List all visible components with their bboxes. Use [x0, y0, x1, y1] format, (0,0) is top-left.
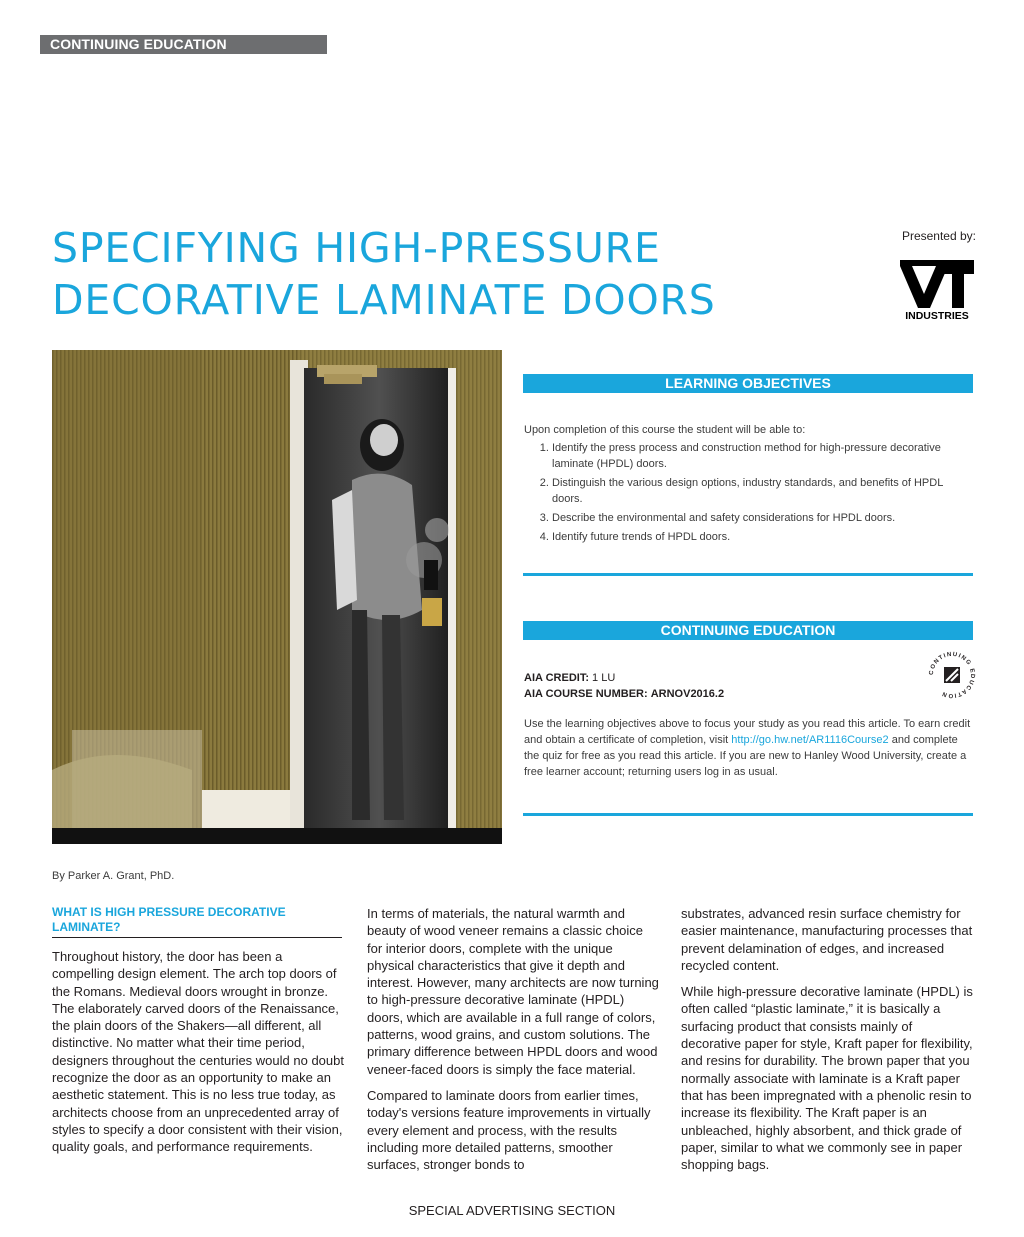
aia-credit: [524, 670, 724, 686]
aia-course-label: AIA COURSE NUMBER:: [524, 688, 648, 700]
footer: SPECIAL ADVERTISING SECTION: [408, 1203, 616, 1218]
objective-item: 4. Identify future trends of HPDL doors.: [552, 529, 974, 545]
aia-credit-value: 1 LU: [592, 672, 616, 684]
article-column-2: [367, 905, 659, 1182]
article-column-3: [681, 905, 973, 1182]
aia-info: [524, 670, 724, 702]
divider: [523, 813, 973, 816]
course-link[interactable]: http://go.hw.net/AR1116Course2: [731, 734, 889, 746]
aia-course-number: [524, 686, 724, 702]
title-line-1: SPECIFYING HIGH-PRESSURE: [52, 224, 661, 272]
paragraph: In terms of materials, the natural warmth and beauty of wood veneer remains a classic choice for interior doors, complete with the unique physical characteristics that give it depth and interest. However, many architects are now turning to high-pressure decorative laminate (HPDL) doors, which are available in a full range of colors, patterns, wood grains, and custom solutions. The primary difference between HPDL doors and wood veneer-faced doors is simply the face material.: [367, 906, 659, 1077]
paragraph: While high-pressure decorative laminate (HPDL) is often called “plastic laminate,” it is basically a surfacing product that consists mainly of decorative paper for style, Kraft paper for flexibility, and resins for durability. The brown paper that you normally associate with laminate is a Kraft paper that has been impregnated with a phenolic resin to increase its flexibility. The Kraft paper is an unbleached, highly absorbent, and thick grade of paper, similar to what we commonly see in paper shopping bags.: [681, 984, 973, 1173]
ce-instructions: [524, 716, 976, 780]
ce-text-after: and complete the quiz for free as you read this article. If you are new to Hanley Wood University, create a free learner account; returning users log in as usual.: [524, 734, 967, 778]
objective-item: 2. Distinguish the various design options, industry standards, and benefits of HPDL doors.: [552, 475, 974, 507]
continuing-education-seal: [927, 650, 977, 700]
paragraph: Throughout history, the door has been a compelling design element. The arch top doors of the Romans. Medieval doors wrought in bronze. The elaborately carved doors of the Renaissance, the plain doors of the Shakers—all different, all distinctive. No matter what their time period, designers throughout the centuries would no doubt recognize the door as an opportunity to make an aesthetic statement. This is no less true today, as architects choose from an unprecedented array of styles to specify a door consistent with their vision, quality goals, and performance requirements.: [52, 949, 344, 1155]
aia-course-value: ARNOV2016.2: [650, 688, 725, 700]
objectives-list: [524, 440, 974, 545]
continuing-education-header: CONTINUING EDUCATION: [523, 621, 973, 640]
paragraph: substrates, advanced resin surface chemistry for easier maintenance, manufacturing processes that prevent delamination of edges, and increased recycled content.: [681, 906, 973, 973]
page-title: [52, 222, 852, 326]
divider: [523, 573, 973, 576]
article-heading: WHAT IS HIGH PRESSURE DECORATIVE LAMINATE?: [52, 905, 342, 938]
article-column-1: [52, 905, 344, 1165]
aia-credit-label: AIA CREDIT:: [524, 672, 589, 684]
objective-item: 1. Identify the press process and construction method for high-pressure decorative laminate (HPDL) doors.: [552, 440, 974, 472]
byline: By Parker A. Grant, PhD.: [52, 870, 175, 882]
title-line-2: DECORATIVE LAMINATE DOORS: [52, 276, 716, 324]
presented-by-label: Presented by:: [901, 229, 976, 243]
seal-text: CONTINUING EDUCATION: [928, 651, 976, 699]
logo-wordmark: INDUSTRIES: [905, 310, 969, 322]
door-photo: [52, 350, 502, 844]
vt-industries-logo: [900, 260, 974, 322]
ce-text-before: Use the learning objectives above to focus your study as you read this article. To earn credit and obtain a certificate of completion, visit: [524, 718, 971, 746]
learning-objectives-header: LEARNING OBJECTIVES: [523, 374, 973, 393]
objective-item: 3. Describe the environmental and safety considerations for HPDL doors.: [552, 510, 974, 526]
section-tag: CONTINUING EDUCATION: [40, 35, 327, 54]
objectives-intro: Upon completion of this course the student will be able to:: [524, 424, 806, 436]
learning-objectives: [524, 422, 974, 548]
paragraph: Compared to laminate doors from earlier times, today's versions feature improvements in virtually every element and process, with the results including more detailed patterns, smoother surfaces, stronger bonds to: [367, 1087, 651, 1173]
